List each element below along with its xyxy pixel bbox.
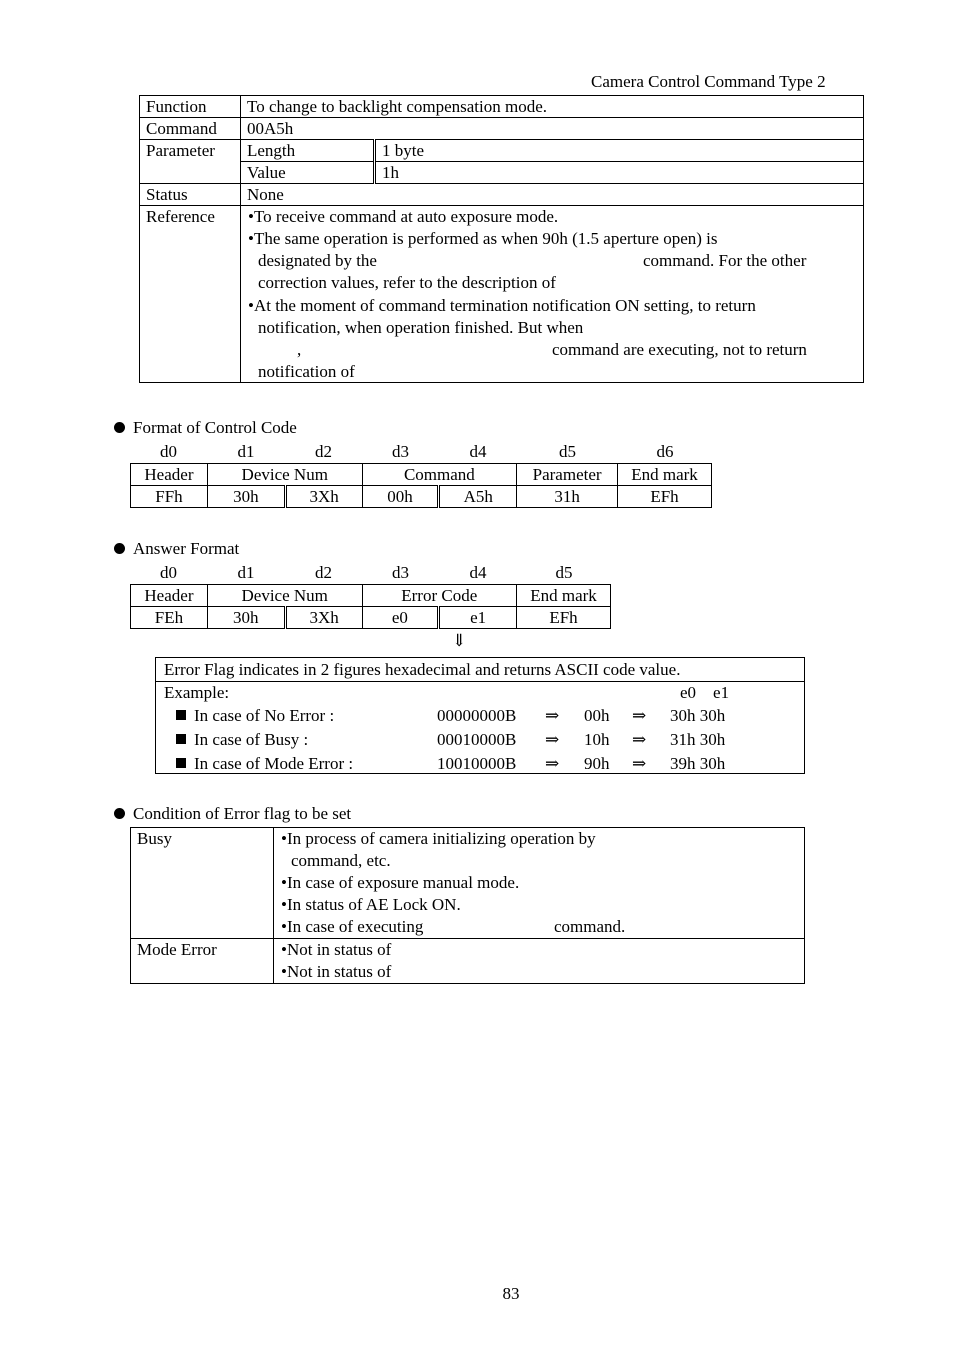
mode-line: •Not in status of (281, 940, 392, 959)
error-row-hex: 10h (584, 730, 610, 749)
mode-error-cell (274, 939, 805, 984)
ref-line: •To receive command at auto exposure mode. (248, 207, 559, 226)
ref-line: designated by the (258, 251, 377, 270)
function-value: To change to backlight compensation mode. (241, 96, 864, 118)
bullet-icon (114, 808, 125, 819)
byte-label: d0 (160, 563, 177, 582)
page-number: 83 (502, 1284, 520, 1303)
device-num-cell: Device Num (207, 585, 362, 607)
down-arrow-icon: ⇓ (452, 631, 467, 650)
right-arrow-icon: ⇒ (632, 754, 647, 773)
error-row-bin: 10010000B (437, 754, 517, 773)
byte-label: d5 (555, 563, 573, 582)
end-mark-cell: End mark (517, 585, 611, 607)
condition-title: Condition of Error flag to be set (133, 804, 352, 823)
value-cell: FFh (131, 486, 208, 508)
header-cell: Header (131, 585, 208, 607)
error-row-bin: 00010000B (437, 730, 517, 749)
byte-label: d6 (656, 442, 674, 461)
right-arrow-icon: ⇒ (632, 706, 647, 725)
command-value: 00A5h (241, 118, 864, 140)
right-arrow-icon: ⇒ (545, 730, 560, 749)
error-row-label: In case of Mode Error : (176, 753, 353, 775)
byte-label: d3 (392, 442, 409, 461)
busy-line: •In case of exposure manual mode. (281, 873, 520, 892)
function-label: Function (140, 96, 241, 118)
ref-line: command are executing, not to return (552, 340, 807, 359)
ref-line: , (297, 340, 302, 359)
parameter-label: Parameter (140, 140, 241, 184)
e-labels: e0 e1 (680, 683, 730, 702)
byte-label: d1 (237, 563, 255, 582)
value-cell: 30h (207, 486, 285, 508)
length-value: 1 byte (375, 140, 864, 162)
device-num-cell: Device Num (207, 464, 362, 486)
right-arrow-icon: ⇒ (545, 706, 560, 725)
status-value: None (241, 184, 864, 206)
right-arrow-icon: ⇒ (545, 754, 560, 773)
bullet-icon (114, 543, 125, 554)
error-row-ascii: 31h 30h (670, 730, 726, 749)
error-row-hex: 90h (584, 754, 610, 773)
length-label: Length (241, 140, 375, 162)
busy-line: command, etc. (291, 851, 391, 870)
control-byte-labels (130, 441, 712, 463)
value-cell: e1 (439, 607, 517, 629)
busy-line: command. (554, 917, 626, 936)
byte-label: d4 (469, 442, 487, 461)
error-row-ascii: 30h 30h (670, 706, 726, 725)
byte-label: d2 (315, 442, 332, 461)
ref-line: notification, when operation finished. But when (258, 318, 584, 337)
value-cell: 3Xh (285, 607, 362, 629)
header-cell: Header (131, 464, 208, 486)
value-cell: FEh (131, 607, 208, 629)
error-flag-title: Error Flag indicates in 2 figures hexadecimal and returns ASCII code value. (164, 660, 681, 679)
control-format-title: Format of Control Code (133, 418, 297, 437)
square-bullet-icon (176, 734, 186, 744)
byte-label: d5 (559, 442, 576, 461)
error-row-hex: 00h (584, 706, 610, 725)
answer-format-table (130, 584, 611, 629)
reference-label: Reference (140, 206, 241, 383)
error-code-cell: Error Code (362, 585, 517, 607)
value-cell: A5h (439, 486, 517, 508)
end-mark-cell: End mark (618, 464, 712, 486)
mode-line: •Not in status of (281, 962, 392, 981)
busy-line: •In process of camera initializing operation by (281, 829, 596, 848)
busy-cell (274, 828, 805, 939)
value-cell: 30h (207, 607, 285, 629)
page-header-title: Camera Control Command Type 2 (591, 72, 826, 91)
parameter-cell: Parameter (517, 464, 618, 486)
value-value: 1h (375, 162, 864, 184)
right-arrow-icon: ⇒ (632, 730, 647, 749)
answer-byte-labels (130, 562, 611, 584)
answer-format-heading (114, 538, 239, 560)
control-code-table (130, 463, 712, 508)
busy-line: •In case of executing (281, 917, 424, 936)
ref-line: notification of (258, 362, 355, 381)
reference-cell (241, 206, 864, 383)
mode-error-label: Mode Error (131, 939, 274, 984)
ref-line: command. For the other (643, 251, 807, 270)
value-cell: 3Xh (285, 486, 362, 508)
value-label: Value (241, 162, 375, 184)
error-row-label: In case of Busy : (176, 729, 308, 751)
byte-label: d1 (237, 442, 255, 461)
ref-line: •At the moment of command termination notification ON setting, to return (248, 296, 756, 315)
answer-format-title: Answer Format (133, 539, 240, 558)
byte-label: d0 (160, 442, 177, 461)
bullet-icon (114, 422, 125, 433)
value-cell: 31h (517, 486, 618, 508)
error-row-bin: 00000000B (437, 706, 517, 725)
square-bullet-icon (176, 710, 186, 720)
status-label: Status (140, 184, 241, 206)
busy-label: Busy (131, 828, 274, 939)
error-row-ascii: 39h 30h (670, 754, 726, 773)
condition-table (130, 827, 805, 984)
byte-label: d3 (392, 563, 409, 582)
control-format-heading (114, 417, 297, 439)
command-spec-table (139, 95, 864, 383)
busy-line: •In status of AE Lock ON. (281, 895, 461, 914)
byte-label: d2 (315, 563, 332, 582)
square-bullet-icon (176, 758, 186, 768)
ref-line: •The same operation is performed as when 90h (1.5 aperture open) is (248, 229, 718, 248)
command-label: Command (140, 118, 241, 140)
value-cell: e0 (362, 607, 439, 629)
error-row-label: In case of No Error : (176, 705, 334, 727)
value-cell: 00h (362, 486, 439, 508)
error-flag-box (155, 657, 805, 774)
value-cell: EFh (517, 607, 611, 629)
condition-heading (114, 803, 351, 825)
byte-label: d4 (469, 563, 487, 582)
value-cell: EFh (618, 486, 712, 508)
example-label: Example: (164, 683, 230, 702)
command-cell: Command (362, 464, 517, 486)
ref-line: correction values, refer to the description of (258, 273, 556, 292)
